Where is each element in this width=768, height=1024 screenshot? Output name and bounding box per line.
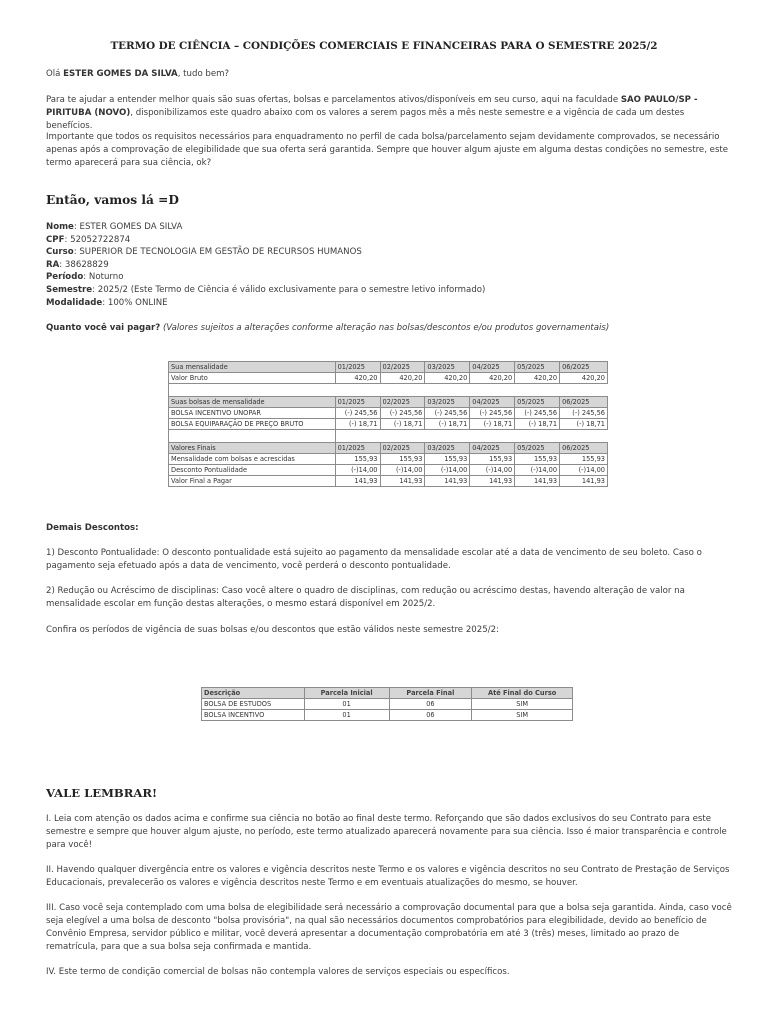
section-heading-vale-lembrar: VALE LEMBRAR! — [46, 786, 158, 800]
vigencia-header-row — [202, 688, 573, 699]
info-periodo: Período: Noturno — [46, 272, 124, 283]
month-header-cell: 05/2025 — [515, 397, 560, 408]
row-label-cell: BOLSA INCENTIVO UNOPAR — [169, 408, 336, 419]
row-label-cell: Valor Final a Pagar — [169, 476, 336, 487]
student-info — [46, 221, 732, 309]
info-value: 38628829 — [64, 259, 109, 270]
value-cell: (-)14,00 — [380, 465, 425, 476]
month-header-cell: 06/2025 — [560, 443, 608, 454]
value-cell: 420,20 — [335, 373, 380, 384]
bolsas-header-row — [169, 397, 608, 408]
greeting — [46, 68, 732, 81]
section-heading-vamos: Então, vamos lá =D — [46, 193, 179, 207]
financial-table — [168, 361, 608, 487]
vigencia-row — [202, 699, 573, 710]
vigencia-header-cell: Descrição — [202, 688, 305, 699]
vigencia-header-cell: Até Final do Curso — [472, 688, 573, 699]
bolsa-incentivo-row — [169, 408, 608, 419]
vigencia-cell: 01 — [304, 699, 389, 710]
quanto-note: (Valores sujeitos a alterações conforme alteração nas bolsas/descontos e/ou produtos governamentais) — [162, 323, 610, 333]
demais-title-text: Demais Descontos: — [46, 523, 139, 533]
info-label: Semestre — [46, 284, 93, 295]
demais-paragraph-1: 1) Desconto Pontualidade: O desconto pontualidade está sujeito ao pagamento da mensalidade escolar até a data de vencimento de seu boleto. Caso o pagamento seja efetuado após a data de vencimento, você perderá o desconto pontualidade. — [46, 548, 702, 571]
lembrar-item-2: II. Havendo qualquer divergência entre os valores e vigência descritos neste Termo e os valores e vigência descritos no seu Contrato de Prestação de Serviços Educacionais, prevalecerão os valores e vigência descritos neste Termo e em eventuais atualizações do mesmo, se houver. — [46, 865, 730, 888]
intro1-after: , disponibilizamos este quadro abaixo com os valores a serem pagos mês a mês neste semestre e a vigência de cada um destes benefícios. — [46, 108, 685, 131]
value-cell: (-) 245,56 — [335, 408, 380, 419]
info-cpf: CPF: 52052722874 — [46, 234, 131, 245]
confira-paragraph: Confira os períodos de vigência de suas bolsas e/ou descontos que estão válidos neste semestre 2025/2: — [46, 625, 499, 635]
value-cell: 141,93 — [425, 476, 470, 487]
row-label-cell: Valor Bruto — [169, 373, 336, 384]
finais-header-row — [169, 443, 608, 454]
mensalidade-bolsas-row — [169, 454, 608, 465]
info-value: 52052722874 — [70, 234, 131, 245]
row-label-cell: BOLSA EQUIPARAÇÃO DE PREÇO BRUTO — [169, 419, 336, 430]
value-cell: (-)14,00 — [470, 465, 515, 476]
info-modalidade: Modalidade: 100% ONLINE — [46, 297, 168, 308]
spacer-cell — [335, 430, 607, 443]
month-header-cell: 04/2025 — [470, 443, 515, 454]
value-cell: (-)14,00 — [335, 465, 380, 476]
value-cell: 141,93 — [560, 476, 608, 487]
table-spacer-row — [169, 430, 608, 443]
month-header-cell: 02/2025 — [380, 443, 425, 454]
month-header-cell: 04/2025 — [470, 362, 515, 373]
value-cell: (-) 245,56 — [560, 408, 608, 419]
table-header-cell: Valores Finais — [169, 443, 336, 454]
greeting-name: ESTER GOMES DA SILVA — [63, 69, 178, 79]
spacer-cell — [169, 430, 336, 443]
value-cell: 155,93 — [515, 454, 560, 465]
info-nome: Nome: ESTER GOMES DA SILVA — [46, 222, 183, 232]
table-spacer-row — [169, 384, 608, 397]
value-cell: (-)14,00 — [560, 465, 608, 476]
info-curso: Curso: SUPERIOR DE TECNOLOGIA EM GESTÃO DE RECURSOS HUMANOS — [46, 247, 362, 258]
month-header-cell: 03/2025 — [425, 443, 470, 454]
vigencia-cell: 06 — [389, 710, 472, 721]
info-value: 2025/2 (Este Termo de Ciência é válido exclusivamente para o semestre letivo informado) — [97, 284, 486, 295]
info-label: Nome — [46, 222, 74, 232]
vigencia-row — [202, 710, 573, 721]
month-header-cell: 01/2025 — [335, 362, 380, 373]
quanto-question: Quanto você vai pagar? — [46, 323, 161, 333]
lembrar-item-4: IV. Este termo de condição comercial de bolsas não contempla valores de serviços especiais ou específicos. — [46, 967, 510, 977]
value-cell: 420,20 — [515, 373, 560, 384]
vigencia-cell: 06 — [389, 699, 472, 710]
info-value: ESTER GOMES DA SILVA — [79, 222, 183, 232]
info-label: Período — [46, 272, 84, 283]
month-header-cell: 05/2025 — [515, 362, 560, 373]
vigencia-table — [201, 687, 573, 721]
row-label-cell: Mensalidade com bolsas e acrescidas — [169, 454, 336, 465]
greeting-suffix: , tudo bem? — [177, 69, 230, 79]
demais-paragraph-2: 2) Redução ou Acréscimo de disciplinas: Caso você altere o quadro de disciplinas, com redução ou acréscimo destas, havendo alteração de valor na mensalidade escolar em função destas alterações, o mesmo estará disponível em 2025/2. — [46, 586, 685, 609]
intro-paragraph-1 — [46, 94, 732, 133]
intro1-before: Para te ajudar a entender melhor quais são suas ofertas, bolsas e parcelamentos ativos/disponíveis em seu curso, aqui na faculdade — [46, 95, 621, 105]
bolsa-equiparacao-row — [169, 419, 608, 430]
campus-name: SAO PAULO/SP - PIRITUBA (NOVO) — [46, 95, 698, 118]
info-label: RA — [46, 259, 60, 270]
row-label-cell: Desconto Pontualidade — [169, 465, 336, 476]
info-label: Modalidade — [46, 297, 103, 308]
month-header-cell: 04/2025 — [470, 397, 515, 408]
intro-paragraph-2: Importante que todos os requisitos necessários para enquadramento no perfil de cada bolsa/parcelamento sejam devidamente comprovados, se necessário apenas após a comprovação de elegibilidade que sua oferta será garantida. Sempre que houver algum ajuste em alguma destas condições no semestre, este termo aparecerá para sua ciência, ok? — [46, 132, 729, 168]
vigencia-header-cell: Parcela Inicial — [304, 688, 389, 699]
value-cell: 141,93 — [470, 476, 515, 487]
valor-final-row — [169, 476, 608, 487]
value-cell: 155,93 — [380, 454, 425, 465]
month-header-cell: 01/2025 — [335, 397, 380, 408]
value-cell: (-) 245,56 — [470, 408, 515, 419]
info-ra: RA: 38628829 — [46, 259, 109, 270]
vigencia-cell: SIM — [472, 710, 573, 721]
value-cell: (-) 18,71 — [515, 419, 560, 430]
value-cell: 155,93 — [335, 454, 380, 465]
month-header-cell: 05/2025 — [515, 443, 560, 454]
info-semestre: Semestre: 2025/2 (Este Termo de Ciência é válido exclusivamente para o semestre letivo informado) — [46, 284, 486, 295]
info-label: Curso — [46, 247, 74, 258]
value-cell: (-)14,00 — [425, 465, 470, 476]
info-label: CPF — [46, 234, 65, 245]
value-cell: (-) 18,71 — [560, 419, 608, 430]
value-cell: (-)14,00 — [515, 465, 560, 476]
spacer-cell — [169, 384, 608, 397]
table-header-cell: Sua mensalidade — [169, 362, 336, 373]
vigencia-cell: BOLSA INCENTIVO — [202, 710, 305, 721]
month-header-cell: 02/2025 — [380, 362, 425, 373]
valor-bruto-row — [169, 373, 608, 384]
info-value: Noturno — [88, 272, 124, 283]
lembrar-item-3: III. Caso você seja contemplado com uma bolsa de elegibilidade será necessário a comprovação documental para que a bolsa seja garantida. Ainda, caso você seja elegível a uma bolsa de desconto "bolsa provisória", na qual são necessários documentos comprobatórios para elegibilidade, devido ao benefício de Convênio Empresa, servidor público e militar, você deverá apresentar a documentação comprobatória em até 3 (três) meses, limitado ao prazo de rematrícula, para que a sua bolsa seja confirmada e mantida. — [46, 903, 732, 952]
value-cell: (-) 18,71 — [380, 419, 425, 430]
value-cell: 141,93 — [380, 476, 425, 487]
quanto-line — [46, 322, 732, 335]
greeting-prefix: Olá — [46, 69, 64, 79]
value-cell: 420,20 — [560, 373, 608, 384]
month-header-cell: 01/2025 — [335, 443, 380, 454]
table-header-cell: Suas bolsas de mensalidade — [169, 397, 336, 408]
value-cell: 420,20 — [380, 373, 425, 384]
value-cell: 155,93 — [560, 454, 608, 465]
value-cell: (-) 245,56 — [515, 408, 560, 419]
demais-title — [46, 522, 732, 535]
info-value: SUPERIOR DE TECNOLOGIA EM GESTÃO DE RECURSOS HUMANOS — [79, 247, 362, 258]
month-header-cell: 02/2025 — [380, 397, 425, 408]
value-cell: 141,93 — [515, 476, 560, 487]
value-cell: (-) 18,71 — [335, 419, 380, 430]
desconto-pontualidade-row — [169, 465, 608, 476]
month-header-cell: 03/2025 — [425, 397, 470, 408]
vigencia-cell: 01 — [304, 710, 389, 721]
mensalidade-header-row — [169, 362, 608, 373]
month-header-cell: 06/2025 — [560, 362, 608, 373]
value-cell: (-) 18,71 — [425, 419, 470, 430]
document-title: TERMO DE CIÊNCIA – CONDIÇÕES COMERCIAIS E FINANCEIRAS PARA O SEMESTRE 2025/2 — [110, 40, 658, 52]
info-value: 100% ONLINE — [107, 297, 168, 308]
value-cell: (-) 18,71 — [470, 419, 515, 430]
vigencia-cell: BOLSA DE ESTUDOS — [202, 699, 305, 710]
month-header-cell: 03/2025 — [425, 362, 470, 373]
value-cell: 141,93 — [335, 476, 380, 487]
month-header-cell: 06/2025 — [560, 397, 608, 408]
vigencia-cell: SIM — [472, 699, 573, 710]
value-cell: 155,93 — [470, 454, 515, 465]
value-cell: 420,20 — [470, 373, 515, 384]
value-cell: (-) 245,56 — [380, 408, 425, 419]
value-cell: 155,93 — [425, 454, 470, 465]
vigencia-header-cell: Parcela Final — [389, 688, 472, 699]
lembrar-item-1: I. Leia com atenção os dados acima e confirme sua ciência no botão ao final deste termo. Reforçando que são dados exclusivos do seu Contrato para este semestre e sempre que houver algum ajuste, no período, este termo atualizado aparecerá novamente para sua ciência. Isso é maior transparência e controle para você! — [46, 814, 727, 850]
value-cell: 420,20 — [425, 373, 470, 384]
value-cell: (-) 245,56 — [425, 408, 470, 419]
